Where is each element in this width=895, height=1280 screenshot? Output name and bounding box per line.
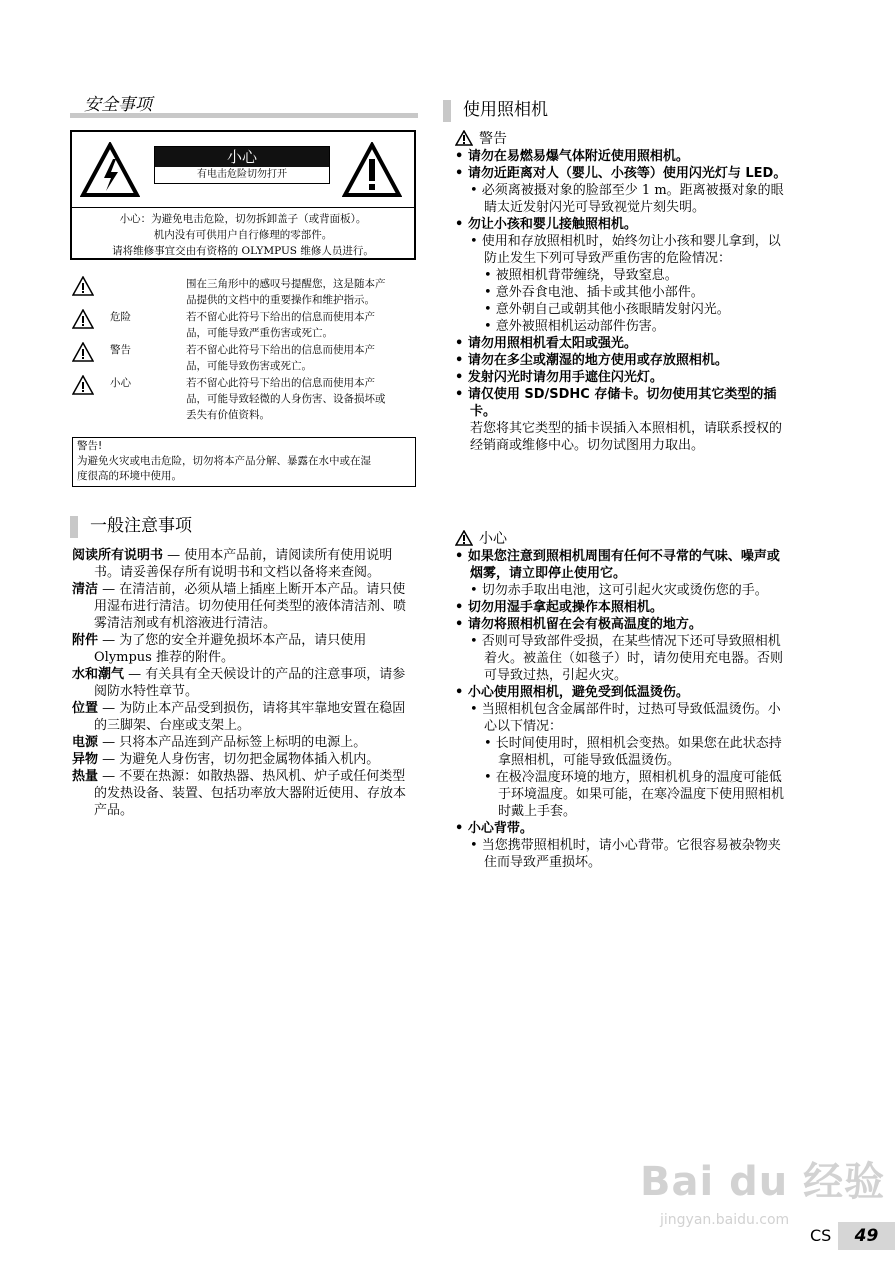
- electric-shock-icon: [80, 142, 140, 198]
- warning-item: • 请仅使用 SD/SDHC 存储卡。切勿使用其它类型的插卡。: [455, 387, 777, 419]
- symbol-label-warning: 警告: [110, 344, 131, 356]
- general-item: [72, 666, 418, 700]
- warning-item: • 发射闪光时请勿用手遮住闪光灯。: [455, 370, 663, 385]
- caution-item: • 小心背带。: [455, 821, 533, 836]
- general-term: 清洁: [72, 582, 99, 597]
- hv-caution-sub: 有电击危险切勿打开: [197, 169, 287, 180]
- general-term: 位置: [72, 701, 99, 716]
- page-number: 49: [838, 1222, 895, 1250]
- warning-subsubitem: • 被照相机背带缠绕，导致窒息。: [484, 268, 678, 283]
- warning-subitem: • 必须离被摄对象的脸部至少 1 m。距离被摄对象的眼睛太近发射闪光可导致视觉片刻失明。: [470, 183, 784, 215]
- symbol-desc-line: 品，可能导致严重伤害或死亡。: [186, 327, 333, 339]
- general-term: 热量: [72, 769, 99, 784]
- symbol-desc: [186, 309, 416, 341]
- high-voltage-warning-box: [70, 130, 416, 260]
- general-item: [72, 581, 418, 632]
- warning-section: [455, 130, 787, 454]
- caution-item: • 请勿将照相机留在会有极高温度的地方。: [455, 617, 702, 632]
- fire-warning-box: [72, 437, 416, 487]
- general-item: [72, 632, 418, 666]
- caution-subsubitem: • 在极冷温度环境的地方，照相机机身的温度可能低于环境温度。如果可能，在寒冷温度下使用照相机时戴上手套。: [484, 770, 785, 819]
- exclamation-triangle-icon: [72, 309, 94, 329]
- warning-subsubitem: • 意外被照相机运动部件伤害。: [484, 319, 665, 334]
- warning-label: 警告: [479, 131, 507, 147]
- general-term: 阅读所有说明书: [72, 548, 164, 563]
- caution-subitem: • 切勿赤手取出电池，这可引起火灾或烫伤您的手。: [470, 583, 768, 598]
- warning-subsubitem: • 意外朝自己或朝其他小孩眼睛发射闪光。: [484, 302, 730, 317]
- hv-text: [76, 211, 410, 259]
- general-item: [72, 768, 418, 819]
- general-text: — 只将本产品连到产品标签上标明的电源上。: [98, 735, 367, 750]
- symbol-desc: [186, 375, 416, 423]
- symbol-desc-line: 品提供的文档中的重要操作和维护指示。: [186, 294, 375, 306]
- warning-item: • 请勿近距离对人（婴儿、小孩等）使用闪光灯与 LED。: [455, 166, 787, 181]
- symbol-desc-line: 若不留心此符号下给出的信息而使用本产: [186, 344, 375, 356]
- fire-warning-title: 警告!: [77, 440, 103, 452]
- hv-divider: [72, 207, 414, 208]
- caution-label: 小心: [479, 531, 507, 547]
- caution-subitem: • 当您携带照相机时，请小心背带。它很容易被杂物夹住而导致严重损坏。: [470, 838, 781, 870]
- caution-item: • 小心使用照相机，避免受到低温烫伤。: [455, 685, 689, 700]
- caution-triangle-icon: [455, 530, 473, 546]
- exclamation-triangle-icon: [72, 375, 94, 395]
- warning-item: • 请勿在多尘或潮湿的地方使用或存放照相机。: [455, 353, 728, 368]
- exclamation-triangle-icon: [72, 276, 94, 296]
- hv-line-3: 请将维修事宜交由有资格的 OLYMPUS 维修人员进行。: [112, 245, 374, 257]
- warning-item: • 请勿用照相机看太阳或强光。: [455, 336, 637, 351]
- general-precautions-title: 一般注意事项: [70, 516, 418, 538]
- caution-subitem: • 否则可导致部件受损，在某些情况下还可导致照相机着火。被盖住（如毯子）时，请勿使用充电器。否则可导致过热，引起火灾。: [470, 634, 784, 683]
- caution-section: [455, 530, 787, 871]
- symbol-desc-line: 品，可能导致伤害或死亡。: [186, 360, 312, 372]
- caution-item: • 切勿用湿手拿起或操作本照相机。: [455, 600, 663, 615]
- general-item: [72, 547, 418, 581]
- symbol-desc: [186, 276, 416, 308]
- general-precautions-list: [72, 547, 418, 819]
- using-camera-title: 使用照相机: [443, 100, 788, 122]
- general-text: — 为了您的安全并避免损坏本产品，请只使用 Olympus 推荐的附件。: [94, 633, 367, 665]
- symbol-label-caution: 小心: [110, 377, 131, 389]
- general-term: 水和潮气: [72, 667, 125, 682]
- exclamation-triangle-icon: [72, 342, 94, 362]
- caution-item: • 如果您注意到照相机周围有任何不寻常的气味、噪声或烟雾，请立即停止使用它。: [455, 549, 780, 581]
- hv-line-1: 小心：为避免电击危险，切勿拆卸盖子（或背面板）。: [119, 213, 367, 225]
- general-term: 附件: [72, 633, 99, 648]
- general-item: [72, 751, 418, 768]
- warning-note: 若您将其它类型的插卡误插入本照相机，请联系授权的经销商或维修中心。切勿试图用力取出。: [470, 421, 783, 453]
- section-title-safety: 安全事项: [70, 96, 418, 118]
- caution-subsubitem: • 长时间使用时，照相机会变热。如果您在此状态持拿照相机，可能导致低温烫伤。: [484, 736, 782, 768]
- warning-heading: [455, 130, 787, 148]
- general-term: 异物: [72, 752, 99, 767]
- symbol-desc-line: 丢失有价值资料。: [186, 409, 270, 421]
- baidu-watermark: [640, 1150, 886, 1228]
- watermark-logo: Bai du 经验: [640, 1159, 886, 1205]
- warning-item: • 请勿在易燃易爆气体附近使用照相机。: [455, 149, 689, 164]
- watermark-url: jingyan.baidu.com: [660, 1212, 790, 1228]
- exclamation-triangle-icon: [342, 142, 402, 198]
- general-item: [72, 700, 418, 734]
- hv-caution-word: 小心: [155, 147, 329, 167]
- symbol-desc-line: 若不留心此符号下给出的信息而使用本产: [186, 311, 375, 323]
- symbol-desc-line: 围在三角形中的感叹号提醒您，这是随本产: [186, 278, 386, 290]
- caution-heading: [455, 530, 787, 548]
- symbol-desc-line: 品，可能导致轻微的人身伤害、设备损坏或: [186, 393, 386, 405]
- symbol-desc-line: 若不留心此符号下给出的信息而使用本产: [186, 377, 375, 389]
- general-term: 电源: [72, 735, 99, 750]
- general-item: [72, 734, 418, 751]
- symbol-label-danger: 危险: [110, 311, 131, 323]
- symbol-desc: [186, 342, 416, 374]
- warning-subitem: • 使用和存放照相机时，始终勿让小孩和婴儿拿到，以防止发生下列可导致严重伤害的危险情况：: [470, 234, 781, 266]
- general-text: — 使用本产品前，请阅读所有使用说明书。请妥善保存所有说明书和文档以备将来查阅。: [94, 548, 393, 580]
- general-text: — 为避免人身伤害，切勿把金属物体插入机内。: [98, 752, 380, 767]
- general-text: — 为防止本产品受到损伤，请将其牢靠地安置在稳固的三脚架、台座或支架上。: [94, 701, 406, 733]
- general-text: — 有关具有全天候设计的产品的注意事项，请参阅防水特性章节。: [94, 667, 406, 699]
- hv-line-2: 机内没有可供用户自行修理的零部件。: [153, 229, 333, 241]
- caution-subitem: • 当照相机包含金属部件时，过热可导致低温烫伤。小心以下情况：: [470, 702, 781, 734]
- fire-warning-line: 为避免火灾或电击危险，切勿将本产品分解、暴露在水中或在湿: [77, 455, 371, 467]
- general-text: — 在清洁前，必须从墙上插座上断开本产品。请只使用湿布进行清洁。切勿使用任何类型的液体清洁剂、喷雾清洁剂或有机溶液进行清洁。: [94, 582, 407, 631]
- warning-subsubitem: • 意外吞食电池、插卡或其他小部件。: [484, 285, 704, 300]
- language-code: CS: [810, 1226, 832, 1245]
- warning-item: • 勿让小孩和婴儿接触照相机。: [455, 217, 637, 232]
- fire-warning-line: 度很高的环境中使用。: [77, 470, 182, 482]
- general-text: — 不要在热源：如散热器、热风机、炉子或任何类型的发热设备、装置、包括功率放大器附近使用、存放本产品。: [94, 769, 407, 818]
- hv-caution-label: [154, 146, 330, 184]
- warning-triangle-icon: [455, 130, 473, 146]
